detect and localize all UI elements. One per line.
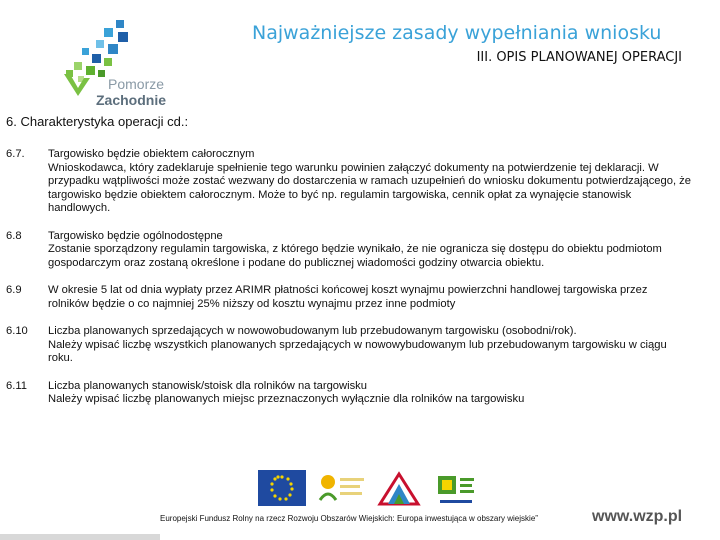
leader-logo-icon [374,470,424,510]
section-heading: 6. Charakterystyka operacji cd.: [6,114,189,129]
website-link[interactable]: www.wzp.pl [592,508,683,525]
item-header [6,148,696,162]
item-header [6,380,696,394]
item-header [6,230,696,244]
item-body: Należy wpisać liczbę wszystkich planowanych sprzedających w nowowybudowanym lub przebudowanym targowisku w ciągu roku. [48,338,667,364]
list-item [6,325,696,366]
list-item [6,230,696,271]
bottom-bar [0,534,160,540]
logo-text-zachodnie: Zachodnie [96,92,167,108]
item-number: 6.11 [6,379,27,392]
page-subtitle: III. OPIS PLANOWANEJ OPERACJI [476,50,682,65]
list-item [6,380,696,407]
page-title: Najważniejsze zasady wypełniania wniosku [252,22,662,44]
list-item [6,148,696,216]
eu-flag-icon [258,470,306,506]
item-title: Liczba planowanych stanowisk/stoisk dla rolników na targowisku [48,379,368,392]
item-number: 6.8 [6,229,22,242]
item-number: 6.7. [6,148,25,160]
item-body: Zostanie sporządzony regulamin targowiska, z którego będzie wynikało, że nie ogranicza się dostępu do obiektu podmiotom gospodarczym oraz zostaną określone i podane do publicznej wiadomości godziny otwarcia obiektu. [48,243,662,269]
item-title: Targowisko będzie ogólnodostępne [48,229,223,242]
item-body: rolników będzie o co najmniej 25% niższy od kosztu wynajmu przez inne podmioty [48,297,456,310]
item-number: 6.9 [6,284,22,296]
item-title: Targowisko będzie obiektem całorocznym [48,148,255,160]
item-header [6,325,696,339]
logo-text-pomorze: Pomorze [108,76,165,92]
ksow-logo-icon [316,470,366,510]
footer-text: Europejski Fundusz Rolny na rzecz Rozwoju Obszarów Wiejskich: Europa inwestująca w obszary wiejskie” [160,514,538,523]
item-body: Należy wpisać liczbę planowanych miejsc przeznaczonych wyłącznie dla rolników na targowisku [48,393,525,405]
content-list [6,148,696,421]
item-title: Liczba planowanych sprzedających w nowowobudowanym lub przebudowanym targowisku (osobodni/rok). [48,325,577,337]
item-title: W okresie 5 lat od dnia wypłaty przez ARIMR płatności końcowej koszt wynajmu powierzchni handlowej targowiska przez [48,284,648,296]
item-number: 6.10 [6,325,28,337]
item-body: Wnioskodawca, który zadeklaruje spełnienie tego warunku powinien załączyć dokumenty na potwierdzenie tej deklaracji. W przypadku wątpliwości może zostać wezwany do dostarczenia w ramach uzupełnień do wniosku dokumentu potwierdzającego, że targowisko będzie obiektem całorocznym. Może to być np. regulamin targowiska, cennik opłat za wynajęcie stanowisk handlowych. [48,161,691,214]
item-header [6,284,696,298]
prow-logo-icon [434,470,478,512]
list-item [6,284,696,311]
